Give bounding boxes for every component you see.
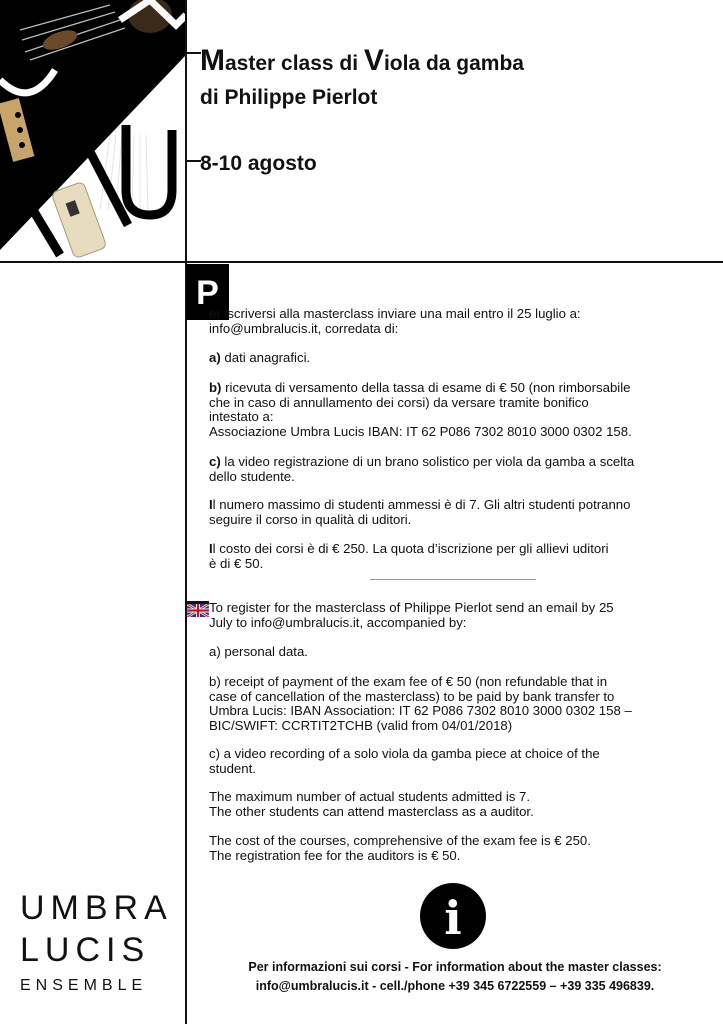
en-b-line4: BIC/SWIFT: CCRTIT2TCHB (valid from 04/01/2018) (209, 717, 513, 733)
en-item-b (209, 675, 699, 733)
umbra-lucis-logo (20, 885, 170, 995)
it-c-label: c) (209, 454, 221, 469)
it-intro-line1: er iscriversi alla masterclass inviare una mail entro il 25 luglio a: (209, 306, 581, 321)
it-max-line1: l numero massimo di studenti ammessi è di 7. Gli altri studenti potranno (212, 497, 631, 512)
en-item-a: a) personal data. (209, 644, 308, 659)
vertical-rule (185, 0, 187, 1024)
it-max-initial: I (209, 497, 213, 512)
it-cost (209, 542, 699, 571)
section-divider (370, 579, 536, 580)
dropcap-p: P (186, 264, 229, 320)
it-item-c (209, 455, 699, 484)
it-max-line2: seguire il corso in qualità di uditori. (209, 511, 412, 527)
en-max-students (209, 790, 699, 819)
title-text-2: iola da gamba (383, 52, 524, 75)
en-max-line1: The maximum number of actual students admitted is 7. (209, 789, 531, 804)
it-cost-line2: è di € 50. (209, 555, 264, 571)
contact-line-1: Per informazioni sui corsi - For information about the master classes: (248, 960, 662, 974)
uk-flag-icon (187, 604, 209, 617)
it-cost-line1: l costo dei corsi è di € 250. La quota d’iscrizione per gli allievi uditori (212, 541, 609, 556)
it-a-label: a) (209, 350, 221, 365)
en-cost (209, 834, 699, 863)
horizontal-rule (0, 261, 723, 263)
it-cost-initial: I (209, 541, 213, 556)
it-max-students (209, 498, 699, 527)
en-b-line1: b) receipt of payment of the exam fee of € 50 (non refundable that in (209, 674, 608, 689)
it-item-a (209, 351, 699, 366)
en-intro (209, 601, 699, 630)
en-c-line1: c) a video recording of a solo viola da gamba piece at choice of the (209, 746, 600, 761)
logo-line-1: UMBRA (20, 889, 170, 927)
it-c-line2: dello studente. (209, 468, 295, 484)
it-b-line3: intestato a: (209, 409, 274, 424)
info-icon (420, 883, 486, 949)
title-initial-v: V (363, 44, 384, 77)
it-b-label: b) (209, 380, 222, 395)
it-intro (209, 307, 699, 336)
it-b-line4: Associazione Umbra Lucis IBAN: IT 62 P086 7302 8010 3000 0302 158. (209, 423, 632, 439)
info-glyph: i (444, 891, 462, 945)
en-cost-line2: The registration fee for the auditors is € 50. (209, 847, 461, 863)
it-b-line2: che in caso di annullamento dei corsi) da versare tramite bonifico (209, 394, 589, 410)
it-a-text: dati anagrafici. (220, 350, 311, 365)
en-b-line2: case of cancellation of the masterclass) to be paid by bank transfer to (209, 688, 615, 704)
title-initial-m: M (200, 44, 225, 77)
en-c-line2: student. (209, 760, 256, 776)
it-c-line1: la video registrazione di un brano solistico per viola da gamba a scelta (220, 454, 635, 469)
it-item-b (209, 381, 699, 439)
en-b-line3: Umbra Lucis: IBAN Association: IT 62 P086 7302 8010 3000 0302 158 – (209, 703, 632, 718)
title-line-2: di Philippe Pierlot (200, 86, 378, 109)
logo-line-2: LUCIS (20, 931, 151, 969)
title-line-1 (200, 44, 524, 78)
header-art (0, 0, 186, 261)
title-tick (185, 52, 201, 54)
dates-tick (185, 160, 201, 162)
en-intro-line2: July to info@umbralucis.it, accompanied by: (209, 614, 467, 630)
title-text-1: aster class di (225, 52, 364, 75)
en-intro-line1: To register for the masterclass of Philippe Pierlot send an email by 25 (209, 600, 614, 615)
logo-line-3: ENSEMBLE (20, 977, 148, 994)
it-b-line1: ricevuta di versamento della tassa di esame di € 50 (non rimborsabile (221, 380, 631, 395)
en-cost-line1: The cost of the courses, comprehensive of the exam fee is € 250. (209, 833, 591, 848)
it-intro-line2: info@umbralucis.it, corredata di: (209, 320, 399, 336)
contact-line-2: info@umbralucis.it - cell./phone +39 345 6722559 – +39 335 496839. (255, 979, 655, 993)
en-max-line2: The other students can attend masterclass as a auditor. (209, 803, 534, 819)
en-item-c (209, 747, 699, 776)
dates: 8-10 agosto (200, 152, 317, 175)
